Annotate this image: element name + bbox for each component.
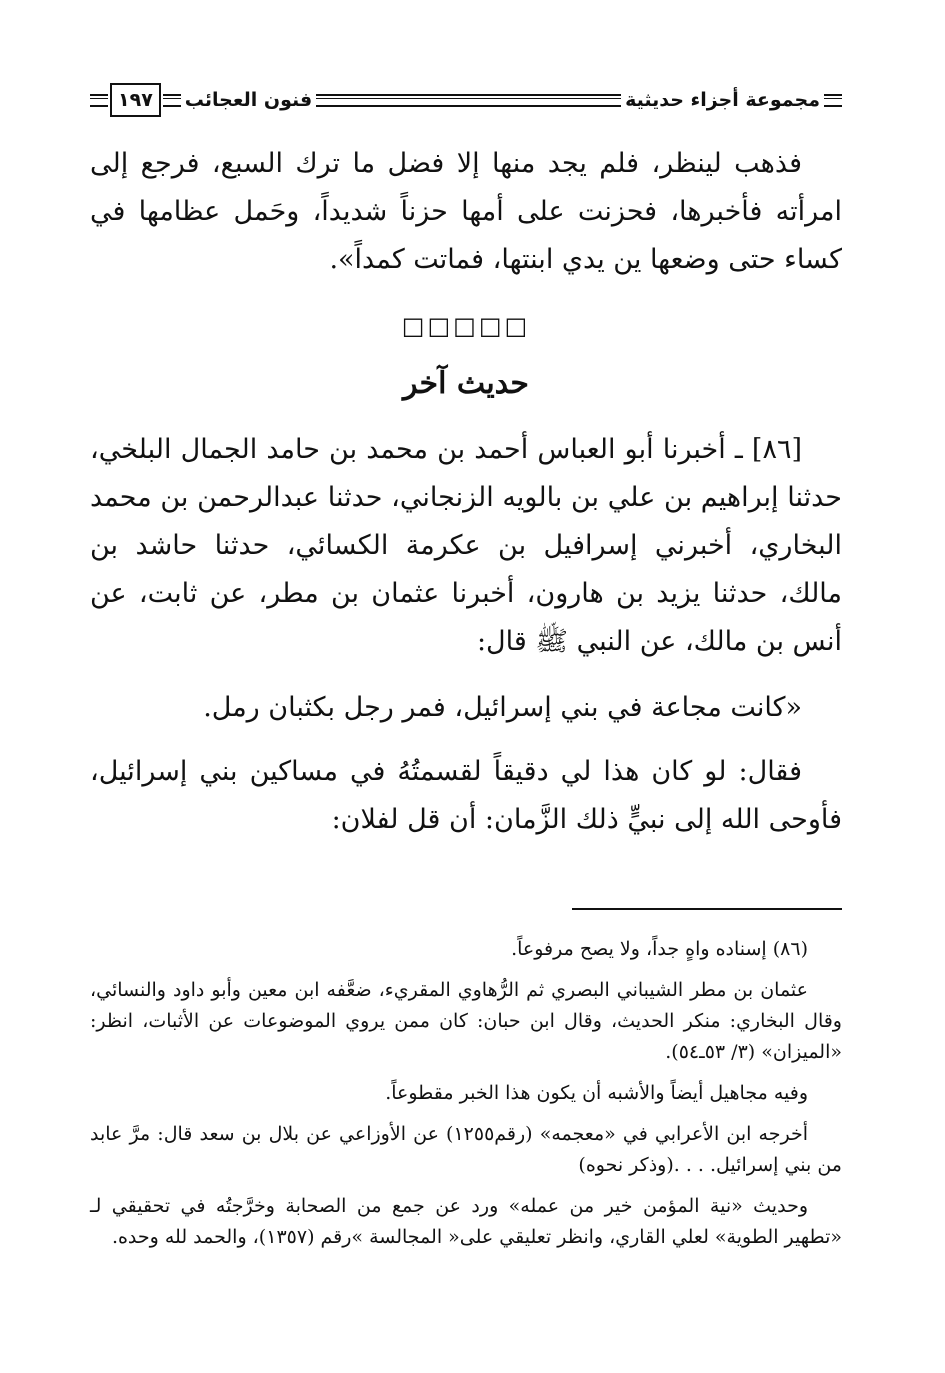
hadith-text-paragraph: فقال: لو كان هذا لي دقيقاً لقسمتُهُ في مساكين بني إسرائيل، فأوحى الله إلى نبيٍّ ذلك الزَّمان: أن قل لفلان: xyxy=(90,756,842,835)
header-rule-middle xyxy=(316,94,621,107)
header-rule-right xyxy=(824,94,842,107)
book-page xyxy=(90,78,842,1338)
header-rule-left xyxy=(90,94,108,107)
header-rule-left-inner xyxy=(163,94,181,107)
book-title: مجموعة أجزاء حديثية xyxy=(625,89,820,111)
main-text xyxy=(90,140,842,844)
footnote: عثمان بن مطر الشيباني البصري ثم الرُّهاوي المقريء، ضعَّفه ابن معين وأبو داود والنسائي، وقال البخاري: منكر الحديث، وقال ابن حبان: كان ممن يروي الموضوعات عن الأثبات، انظر: «الميزان» (٣/ ٥٣ـ٥٤). xyxy=(90,979,842,1063)
footnote: (٨٦) إسناده واهٍ جداً، ولا يصح مرفوعاً. xyxy=(511,938,808,960)
page-number: ١٩٧ xyxy=(110,83,161,117)
paragraph-continued: فذهب لينظر، فلم يجد منها إلا فضل ما ترك السبع، فرجع إلى امرأته فأخبرها، فحزنت على أمها حزناً شديداً، وحَمل عظامها في كساء حتى وضعها ين يدي ابنتها، فماتت كمداً». xyxy=(90,148,842,275)
footnote: وحديث «نية المؤمن خير من عمله» ورد عن جمع من الصحابة وخرَّجتُه في تحقيقي لـ «تطهير الطوية» لعلي القاري، وانظر تعليقي على« المجالسة »رقم (١٣٥٧)، والحمد لله وحده. xyxy=(90,1195,842,1248)
footnote: أخرجه ابن الأعرابي في «معجمه» (رقم١٢٥٥) عن الأوزاعي عن بلال بن سعد قال: مرَّ عابد من بني إسرائيل. . . .(وذكر نحوه) xyxy=(90,1123,842,1176)
footnotes xyxy=(90,934,842,1263)
footnote-separator xyxy=(572,908,842,910)
section-title: حديث آخر xyxy=(403,366,529,401)
running-header xyxy=(90,78,842,122)
part-title: فنون العجائب xyxy=(184,89,313,111)
footnote: وفيه مجاهيل أيضاً والأشبه أن يكون هذا الخبر مقطوعاً. xyxy=(385,1082,808,1104)
section-ornaments: □□□□□ xyxy=(401,312,531,340)
hadith-chain-paragraph: [٨٦] ـ أخبرنا أبو العباس أحمد بن محمد بن حامد الجمال البلخي، حدثنا إبراهيم بن علي بن بالويه الزنجاني، حدثنا عبدالرحمن بن محمد البخاري، أخبرني إسرافيل بن عكرمة الكسائي، حدثنا حاشد بن مالك، حدثنا يزيد بن هارون، أخبرنا عثمان بن مطر، عن ثابت، عن أنس بن مالك، عن النبي ﷺ قال: xyxy=(90,434,842,657)
hadith-quote: «كانت مجاعة في بني إسرائيل، فمر رجل بكثبان رمل. xyxy=(203,692,802,723)
